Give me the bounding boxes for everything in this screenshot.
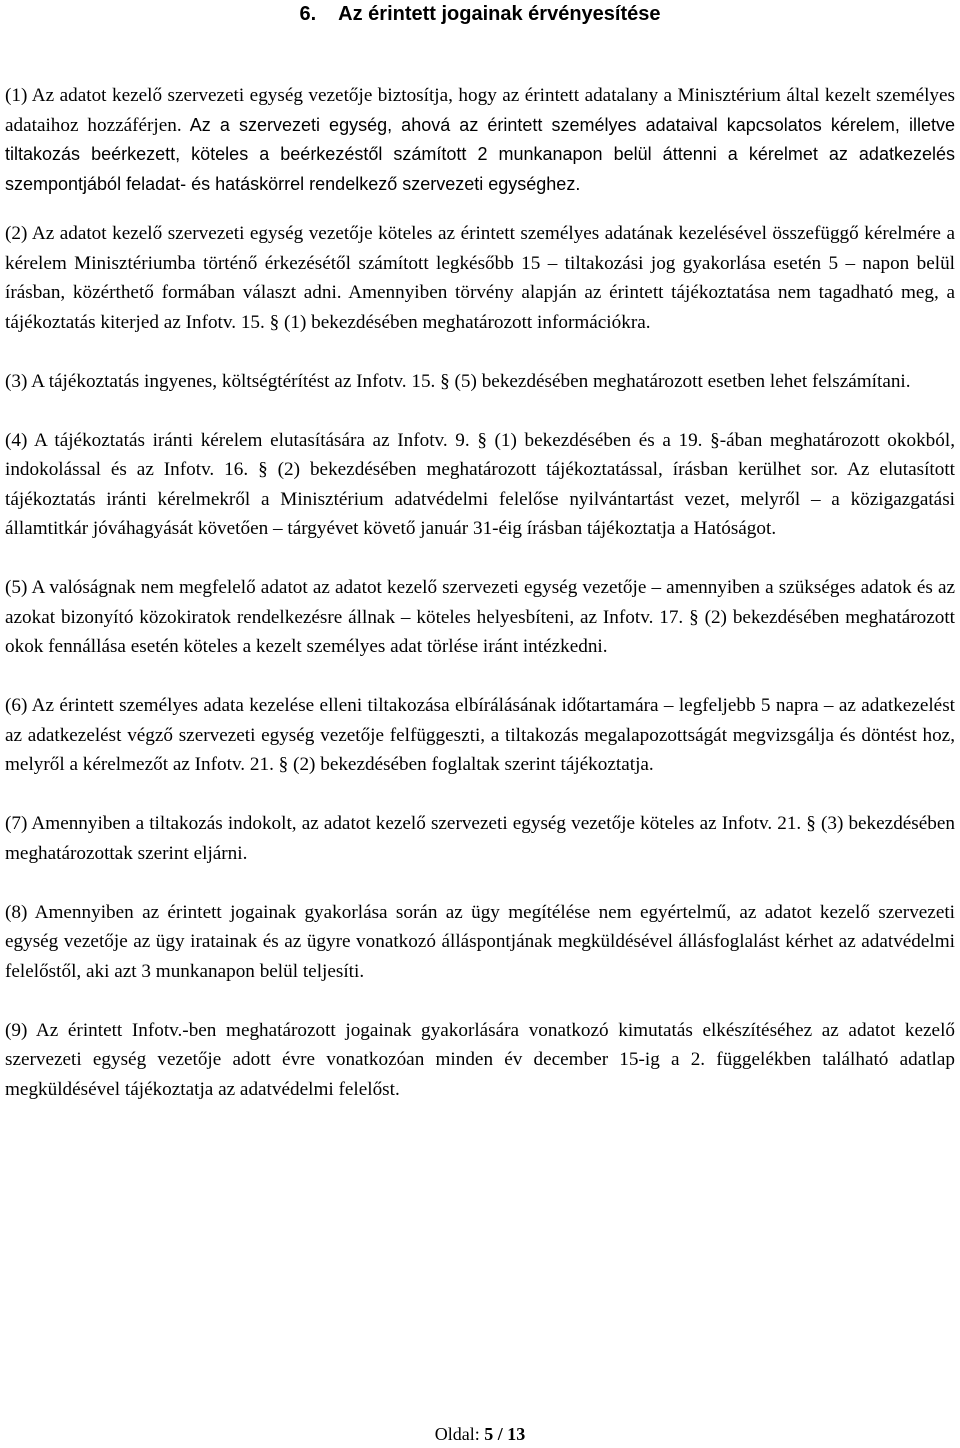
paragraph-5: (5) A valóságnak nem megfelelő adatot az adatot kezelő szervezeti egység vezetője – amennyiben a szükséges adatok és az azokat bizonyító közokiratok rendelkezésre állnak – köteles helyesbíteni, az Infotv. 17. § (2) bekezdésében meghatározott okok fennállása esetén köteles a kezelt személyes adat törlése iránt intézkedni.: [5, 577, 955, 657]
paragraph-7: (7) Amennyiben a tiltakozás indokolt, az adatot kezelő szervezeti egység vezetője köteles az Infotv. 21. § (3) bekezdésében meghatározottak szerint eljárni.: [5, 813, 955, 864]
page-separator: /: [497, 1424, 503, 1444]
paragraph-2: [5, 219, 955, 337]
paragraph-1-part-a: (1) Az adatot kezelő szervezeti egység vezetője biztosítja, hogy az érintett adatalany a Minisztérium által kezelt személyes adataihoz hozzáférjen.: [5, 85, 955, 136]
paragraph-9: (9) Az érintett Infotv.-ben meghatározott jogainak gyakorlására vonatkozó kimutatás elkészítéséhez az adatot kezelő szervezeti egység vezetője adott évre vonatkozóan minden év december 15-ig a 2. függelékben található adatlap megküldésével tájékoztatja az adatvédelmi felelőst.: [5, 1019, 955, 1100]
section-title: Az érintett jogainak érvényesítése: [338, 3, 661, 25]
paragraph-8: (8) Amennyiben az érintett jogainak gyakorlása során az ügy megítélése nem egyértelmű, az adatot kezelő szervezeti egység vezetője az ügy iratainak és az ügyre vonatkozó álláspontjának megküldésével állásfoglalást kérhet az adatvédelmi felelőstől, aki azt 3 munkanapon belül teljesíti.: [5, 901, 955, 982]
page-footer: [0, 1422, 960, 1446]
total-page-count: 13: [507, 1424, 526, 1444]
paragraph-6: (6) Az érintett személyes adata kezelése elleni tiltakozása elbírálásának időtartamára – legfeljebb 5 napra – az adatkezelést az adatkezelést végző szervezeti egység vezetője felfüggeszti, a tiltakozás megalapozottságát megvizsgálja és döntést hoz, melyről a kérelmezőt az Infotv. 21. § (2) bekezdésében foglaltak szerint tájékoztatja.: [5, 695, 955, 775]
document-body: [5, 81, 955, 1134]
paragraph-3: (3) A tájékoztatás ingyenes, költségtérítést az Infotv. 15. § (5) bekezdésében meghatározott esetben lehet felszámítani.: [5, 370, 911, 392]
section-number: 6.: [299, 3, 317, 25]
paragraph-2-part-b: Amennyiben törvény alapján az érintett tájékoztatása nem tagadható meg, a tájékoztatás kiterjed az Infotv. 15. § (1) bekezdésében meghatározott információkra.: [5, 282, 955, 333]
section-heading: [0, 0, 960, 28]
paragraph-4: (4) A tájékoztatás iránti kérelem elutasítására az Infotv. 9. § (1) bekezdésében és a 19. §-ában meghatározott okokból, indokolással és az Infotv. 16. § (2) bekezdésében meghatározott tájékoztatással, írásban kerülhet sor. Az elutasított tájékoztatás iránti kérelmekről a Minisztérium adatvédelmi felelőse nyilvántartást vezet, melyről – a közigazgatási államtitkár jóváhagyását követően – tárgyévet követő január 31-éig írásban tájékoztatja a Hatóságot.: [5, 429, 955, 539]
page-label: Oldal:: [434, 1424, 480, 1444]
paragraph-1: [5, 81, 955, 199]
paragraph-2-part-a: (2) Az adatot kezelő szervezeti egység vezetője köteles az érintett személyes adatának kezelésével összefüggő kérelmére a kérelem Minisztériumba történő érkezésétől számított legkésőbb 15 – tiltakozási jog gyakorlása esetén 5 – napon belül írásban, közérthető formában választ adni.: [5, 223, 955, 303]
current-page-number: 5: [484, 1424, 494, 1444]
paragraph-1-part-b: Az a szervezeti egység, ahová az érintett személyes adataival kapcsolatos kérelem, illetve tiltakozás beérkezett, köteles a beérkezéstől számított 2 munkanapon belül áttenni a kérelmet az adatkezelés szempontjából feladat- és hatáskörrel rendelkező szervezeti egységhez.: [5, 114, 956, 194]
